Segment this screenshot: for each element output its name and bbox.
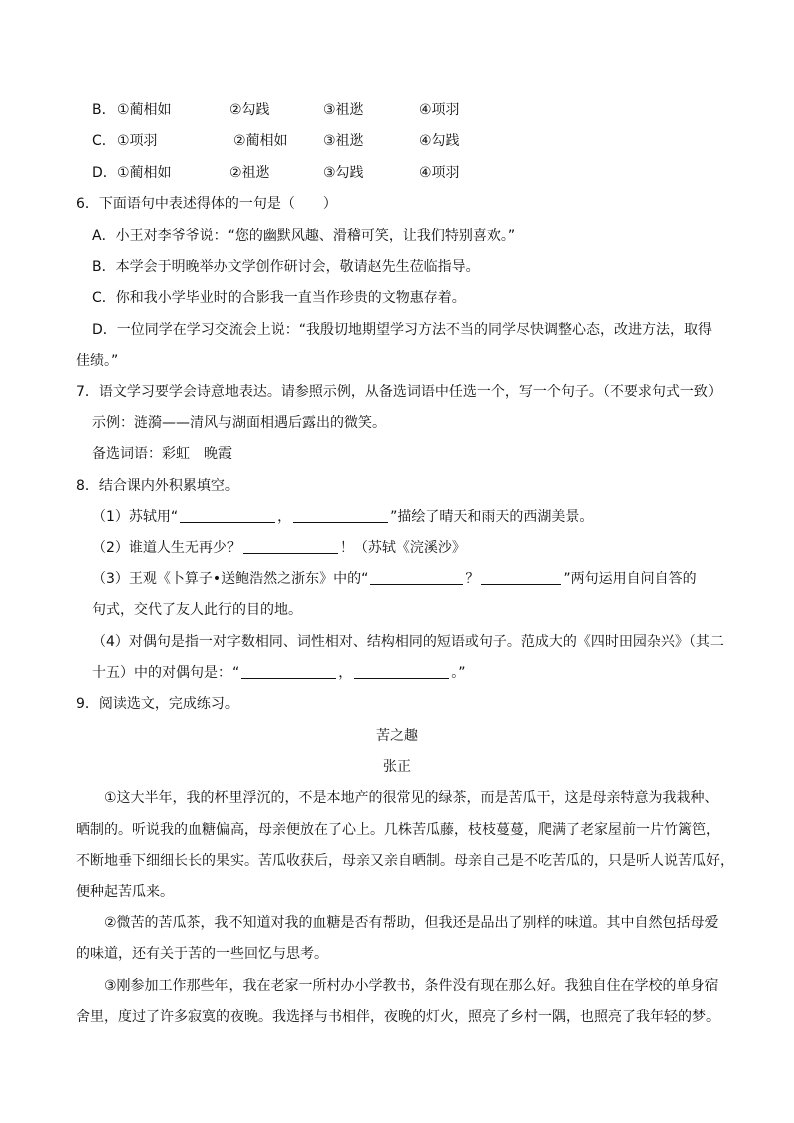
q6-stem: 6．下面语句中表述得体的一句是（ ） bbox=[76, 196, 337, 212]
q8-3-sep: ？ bbox=[465, 571, 480, 587]
option-item: ①蔺相如 bbox=[117, 165, 172, 181]
article-title: 苦之趣 bbox=[376, 728, 418, 744]
paragraph-line: 不断地垂下细细长长的果实。苦瓜收获后，母亲又亲自晒制。母亲自己是不吃苦瓜的，只是听人说苦瓜好， bbox=[76, 853, 734, 869]
q8-2-suffix: ！（苏轼《浣溪沙》 bbox=[339, 540, 466, 556]
q6-option-c: C．你和我小学毕业时的合影我一直当作珍贵的文物惠存着。 bbox=[92, 290, 466, 306]
answer-blank[interactable] bbox=[293, 508, 388, 523]
answer-blank[interactable] bbox=[481, 570, 561, 585]
option-letter: B． bbox=[92, 102, 116, 118]
paragraph-line: 晒制的。听说我的血糖偏高，母亲便放在了心上。几株苦瓜藤，枝枝蔓蔓，爬满了老家屋前一片竹篱笆， bbox=[76, 822, 720, 838]
q8-item-2 bbox=[92, 538, 466, 558]
paragraph-line: ③刚参加工作那些年，我在老家一所村办小学教书，条件没有现在那么好。我独自住在学校的单身宿 bbox=[104, 978, 719, 994]
option-item: ③祖逖 bbox=[323, 102, 364, 118]
paragraph-line: 舍里，度过了许多寂寞的夜晚。我选择与书相伴，夜晚的灯火，照亮了乡村一隅，也照亮了我年轻的梦。 bbox=[76, 1009, 720, 1025]
q8-stem: 8．结合课内外积累填空。 bbox=[76, 478, 239, 494]
option-item: ①蔺相如 bbox=[117, 102, 172, 118]
q8-item-1 bbox=[92, 507, 593, 527]
answer-blank[interactable] bbox=[354, 664, 449, 679]
q8-3-prefix: （3）王观《卜算子•送鲍浩然之浙东》中的“ bbox=[92, 571, 369, 587]
option-item: ④项羽 bbox=[419, 102, 460, 118]
q8-1-suffix: ”描绘了晴天和雨天的西湖美景。 bbox=[390, 509, 594, 525]
option-item: ①项羽 bbox=[117, 133, 158, 149]
option-item: ②蔺相如 bbox=[233, 133, 288, 149]
paragraph-line: 便种起苦瓜来。 bbox=[76, 884, 174, 900]
option-item: ②祖逖 bbox=[229, 165, 270, 181]
q8-4-suffix: 。” bbox=[451, 665, 466, 681]
option-item: ③勾践 bbox=[323, 165, 364, 181]
q6-option-a: A．小王对李爷爷说：“您的幽默风趣、滑稽可笑，让我们特别喜欢。” bbox=[92, 228, 516, 244]
answer-blank[interactable] bbox=[370, 570, 463, 585]
paragraph-line: ②微苦的苦瓜茶，我不知道对我的血糖是否有帮助，但我还是品出了别样的味道。其中自然包括母爱 bbox=[104, 915, 719, 931]
q8-item-4: （4）对偶句是指一对字数相同、词性相对、结构相同的短语或句子。范成大的《四时田园杂兴》（其二 bbox=[92, 634, 724, 650]
option-item: ②勾践 bbox=[229, 102, 270, 118]
q8-item-4-cont bbox=[92, 663, 466, 683]
q6-option-d-cont: 佳绩。” bbox=[76, 353, 119, 369]
option-letter: D． bbox=[92, 165, 117, 181]
q8-4-sep: ， bbox=[338, 665, 353, 681]
q8-3-suffix: ”两句运用自问自答的 bbox=[563, 571, 697, 587]
q6-option-b: B．本学会于明晚举办文学创作研讨会，敬请赵先生莅临指导。 bbox=[92, 259, 480, 275]
q8-1-sep: ， bbox=[277, 509, 292, 525]
option-letter: C． bbox=[92, 133, 116, 149]
q8-item-3-cont: 句式，交代了友人此行的目的地。 bbox=[92, 602, 302, 618]
q8-4-prefix: 十五）中的对偶句是：“ bbox=[92, 665, 240, 681]
paragraph-line: 的味道，还有关于苦的一些回忆与思考。 bbox=[76, 946, 328, 962]
q8-2-prefix: （2）谁道人生无再少？ bbox=[92, 540, 241, 556]
article-author: 张正 bbox=[383, 759, 411, 775]
option-item: ④项羽 bbox=[419, 165, 460, 181]
q7-stem: 7．语文学习要学会诗意地表达。请参照示例，从备选词语中任选一个，写一个句子。（不要求句式一致） bbox=[76, 384, 722, 400]
q7-example: 示例：涟漪——清风与湖面相遇后露出的微笑。 bbox=[92, 415, 386, 431]
answer-blank[interactable] bbox=[180, 508, 275, 523]
q8-1-prefix: （1）苏轼用“ bbox=[92, 509, 179, 525]
answer-blank[interactable] bbox=[243, 539, 338, 554]
answer-blank[interactable] bbox=[241, 664, 336, 679]
q8-item-3 bbox=[92, 569, 697, 589]
option-item: ③祖逖 bbox=[323, 133, 364, 149]
q6-option-d: D．一位同学在学习交流会上说：“我殷切地期望学习方法不当的同学尽快调整心态，改进方法，取得 bbox=[92, 322, 713, 338]
option-item: ④勾践 bbox=[419, 133, 460, 149]
q7-words: 备选词语：彩虹 晚霞 bbox=[92, 446, 232, 462]
paragraph-line: ①这大半年，我的杯里浮沉的，不是本地产的很常见的绿茶，而是苦瓜干，这是母亲特意为我栽种、 bbox=[104, 790, 719, 806]
q9-stem: 9．阅读选文，完成练习。 bbox=[76, 696, 239, 712]
